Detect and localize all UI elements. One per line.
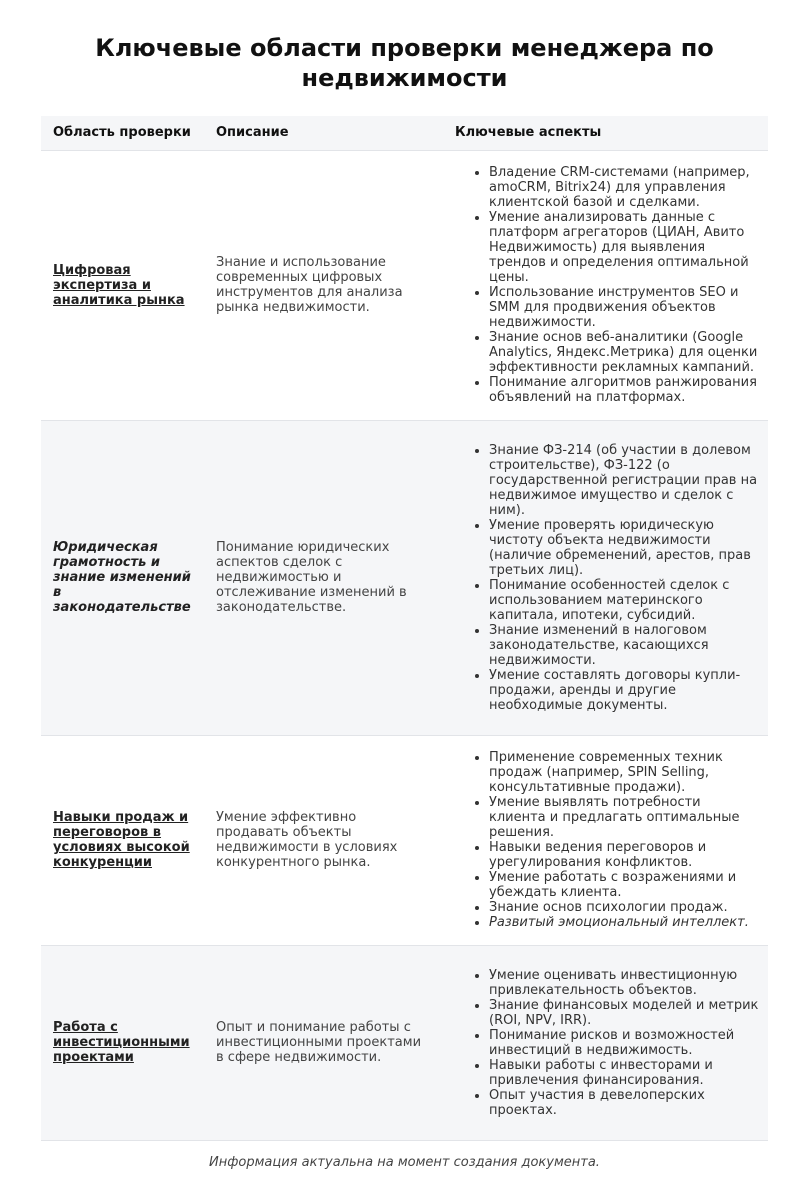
list-item: • Навыки работы с инвесторами и привлечения финансирования. — [489, 1058, 760, 1088]
list-item: • Знание изменений в налоговом законодательстве, касающихся недвижимости. — [489, 623, 760, 668]
list-item: • Умение проверять юридическую чистоту объекта недвижимости (наличие обременений, арестов, прав третьих лиц). — [489, 518, 760, 578]
list-item: • Умение составлять договоры купли-продажи, аренды и другие необходимые документы. — [489, 668, 760, 713]
table-row — [41, 945, 768, 1140]
list-item: • Опыт участия в девелоперских проектах. — [489, 1088, 760, 1118]
list-item: • Владение CRM-системами (например, amoCRM, Bitrix24) для управления клиентской базой и сделками. — [489, 165, 760, 210]
list-item: • Знание финансовых моделей и метрик (ROI, NPV, IRR). — [489, 998, 760, 1028]
list-item: • Понимание алгоритмов ранжирования объявлений на платформах. — [489, 375, 760, 405]
header-aspects: Ключевые аспекты — [443, 116, 768, 150]
description-cell: Понимание юридических аспектов сделок с недвижимостью и отслеживание изменений в законодательстве. — [216, 540, 407, 615]
aspects-list — [461, 165, 760, 405]
aspects-cell — [443, 420, 768, 735]
aspects-cell — [443, 150, 768, 420]
list-item: • Применение современных техник продаж (например, SPIN Selling, консультативные продажи). — [489, 750, 760, 795]
table-row — [41, 735, 768, 945]
aspects-list — [461, 968, 760, 1118]
list-item: • Умение анализировать данные с платформ агрегаторов (ЦИАН, Авито Недвижимость) для выявления трендов и определения оптимальной цены. — [489, 210, 760, 285]
list-item: • Навыки ведения переговоров и урегулирования конфликтов. — [489, 840, 760, 870]
area-label: Юридическая грамотность и знание изменений в законодательстве — [53, 540, 191, 615]
aspects-cell — [443, 735, 768, 945]
list-item: • Знание ФЗ-214 (об участии в долевом строительстве), ФЗ-122 (о государственной регистрации прав на недвижимое имущество и сделок с ним). — [489, 443, 760, 518]
area-cell — [41, 735, 204, 945]
list-item: • Понимание рисков и возможностей инвестиций в недвижимость. — [489, 1028, 760, 1058]
description-cell: Опыт и понимание работы с инвестиционными проектами в сфере недвижимости. — [216, 1020, 422, 1065]
footer-note: Информация актуальна на момент создания документа. — [209, 1154, 600, 1170]
aspects-list — [461, 443, 760, 713]
verification-areas-table — [41, 116, 768, 1141]
list-item: • Понимание особенностей сделок с использованием материнского капитала, ипотеки, субсидий. — [489, 578, 760, 623]
table-row — [41, 420, 768, 735]
page-title: Ключевые области проверки менеджера по недвижимости — [95, 34, 714, 92]
header-description: Описание — [204, 116, 443, 150]
list-item: • Знание основ психологии продаж. — [489, 900, 760, 915]
list-item: • Развитый эмоциональный интеллект. — [489, 915, 760, 930]
description-cell: Знание и использование современных цифровых инструментов для анализа рынка недвижимости. — [216, 255, 403, 315]
list-item: • Умение работать с возражениями и убеждать клиента. — [489, 870, 760, 900]
area-cell — [41, 150, 204, 420]
table-row — [41, 150, 768, 420]
area-cell — [41, 945, 204, 1140]
list-item: • Использование инструментов SEO и SMM для продвижения объектов недвижимости. — [489, 285, 760, 330]
aspects-cell — [443, 945, 768, 1140]
area-link[interactable]: Цифровая экспертиза и аналитика рынка — [53, 262, 185, 308]
table-header-row — [41, 116, 768, 150]
list-item: • Знание основ веб-аналитики (Google Analytics, Яндекс.Метрика) для оценки эффективности рекламных кампаний. — [489, 330, 760, 375]
description-cell: Умение эффективно продавать объекты недвижимости в условиях конкурентного рынка. — [216, 810, 398, 870]
area-cell — [41, 420, 204, 735]
area-link[interactable]: Работа с инвестиционными проектами — [53, 1020, 190, 1065]
list-item: • Умение выявлять потребности клиента и предлагать оптимальные решения. — [489, 795, 760, 840]
area-link[interactable]: Навыки продаж и переговоров в условиях высокой конкуренции — [53, 810, 190, 870]
header-area: Область проверки — [41, 116, 204, 150]
list-item: • Умение оценивать инвестиционную привлекательность объектов. — [489, 968, 760, 998]
aspects-list — [461, 750, 760, 930]
